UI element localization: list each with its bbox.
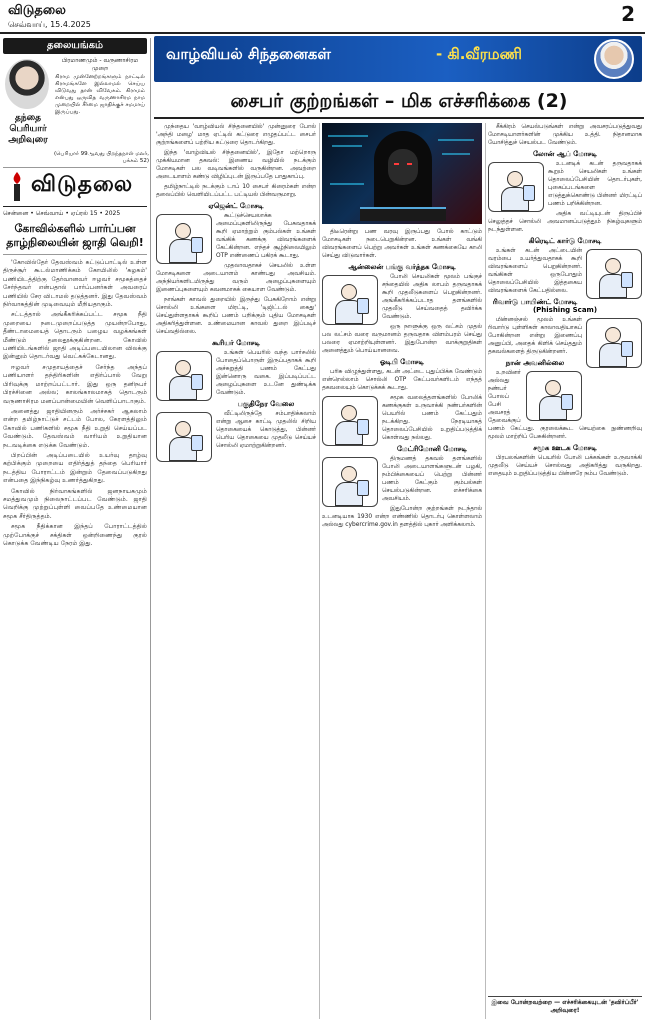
article-paragraph: ஒரு நாளுக்கு ஒரு லட்சம் முதல் பல லட்சம் வரை வருமானம் தருவதாக விளம்பரம் செய்து பலரை ஏமாற்றியுள்ளனர். இதுபோன்ற வாக்குறுதிகள் அனைத்தும் பொய்யானவை. — [322, 324, 482, 354]
article-column-3 — [488, 123, 642, 1019]
phone-icon — [357, 480, 369, 496]
editorial-paragraph: 'கோவில்தேர் தேவஸ்வம் கட்டுப்பாட்டில் உள்ள திருச்சூர் கூடல்மாணிக்கம் கோயிலில் 'கழகம்' பணியிடத்திற்கு தேர்வானவர் ஈழவர் சமூகத்தைச் சேர்ந்தவர் என்பதால் பார்ப்பனர்கள் அவரைப் பணியில் சேர விடாமல் தடுத்தனர். இது தேவஸ்வம் நிர்வாகத்தின் முடிவையும் மீறியதாகும். — [3, 259, 147, 309]
eye-glow — [407, 163, 412, 165]
quote-source: (பெரியார் 99ஆவது பிறந்தநாள் மலர், பக்கம் 52) — [53, 151, 149, 164]
column-divider — [319, 123, 320, 1019]
section-label: தலையங்கம் — [3, 38, 147, 54]
editorial-paragraph: ஈழவர் சமுதாயத்தைச் சேர்ந்த அந்தப் பணியாளர் தந்திரிகளின் எதிர்ப்பால் வேறு பிரிவுக்கு மாற்றப்பட்டார். இது ஒரு தனிநபர் பிரச்சினை அல்ல; காலங்காலமாகத் தொடரும் வருணாசிரம மனப்பான்மையின் வெளிப்பாடாகும். — [3, 363, 147, 405]
cartoon-head — [175, 223, 191, 239]
article-paragraph: கூட்டுச்செயலாக்க அமைப்புகளிலிருந்து பேசுவதாகக் கூறி ஏமாற்றும் கும்பல்கள் உங்கள் வங்கிக் கணக்கு விவரங்களைக் கேட்கின்றன. எந்தச் சூழ்நிலையிலும் OTP எண்ணைப் பகிரக் கூடாது. — [216, 213, 316, 259]
article-paragraph: நாங்கள் காவல் துறையில் இருந்து பேசுகிறோம் என்று சொல்லி உங்களை மிரட்டி, 'டிஜிட்டல் கைது' செய்துள்ளதாகக் கூறிப் பணம் பறிக்கும் புதிய மோசடிகள் அதிகரித்துள்ளன. உண்மையான காவல் துறை இப்படிச் செய்வதில்லை. — [156, 297, 316, 335]
masked-face — [388, 149, 418, 185]
cartoon-illustration — [156, 351, 212, 401]
phone-icon — [621, 341, 633, 357]
article-paragraph: முதலாவதாகச் செயலில் உள்ள மோசடிகளை அடையாளம் காண்பது அவசியம். அந்நியர்களிடமிருந்து வரும் அழைப்புகளையும் இணைப்புகளையும் கவனமாகக் கையாள வேண்டும். — [156, 263, 316, 293]
article-subheading: ஏஜென்ட் மோசடி — [208, 202, 264, 210]
cartoon-illustration — [156, 214, 212, 264]
article-column-2 — [322, 228, 482, 1019]
code-line — [330, 183, 364, 185]
cartoon-illustration — [488, 162, 544, 212]
cartoon-illustration — [322, 457, 378, 507]
cartoon-head — [605, 258, 621, 274]
editorial-title: கோவில்களில் பார்ப்பன தாழ்நிலையின் ஜாதி வெறி! — [3, 222, 147, 255]
article-paragraph: உடனடிக் கடன் தருவதாகக் கூறும் செயலிகள் உங்கள் தொலைப்பேசியின் தொடர்புகள், புகைப்படங்களை எடுத்துக்கொண்டு பின்னர் மிரட்டிப் பணம் பறிக்கின்றன. — [548, 161, 642, 207]
article-paragraph: இதுபோன்ற குற்றங்கள் நடந்தால் உடனடியாக 1930 என்ற எண்ணில் தொடர்பு கொள்ளலாம் அல்லது cybercrime.gov.in தளத்தில் புகார் அளிக்கலாம். — [322, 506, 482, 528]
quote-heading: பிரமாணமும் - வருணாசிரம முறை — [61, 57, 139, 72]
phone-icon — [357, 298, 369, 314]
article-subheading: ஆன்லைன் பங்கு வர்த்தக மோசடி — [348, 263, 456, 271]
editorial-paragraph: பிறப்பின் அடிப்படையில் உயர்வு தாழ்வு கற்பிக்கும் முறையை எதிர்த்துத் தந்தை பெரியார் நடத்திய போராட்டம் இன்றும் தேவைப்படுகிறது என்பதை இந்நிகழ்வு உணர்த்துகிறது. — [3, 451, 147, 485]
article-subheading: மேட்ரிமோனி மோசடி — [397, 445, 467, 453]
article-subheading: பகுதிநேர வேலை — [237, 400, 295, 408]
phone-icon — [621, 272, 633, 288]
editorial-paragraph: சமூக நீதிக்கான இந்தப் போராட்டத்தில் முற்போக்குச் சக்திகள் ஒன்றிணைந்து குரல் கொடுக்க வேண்டிய நேரம் இது. — [3, 523, 147, 547]
newspaper-logo — [3, 167, 147, 207]
article-paragraph: உங்கள் பெயரில் வந்த பார்சலில் போதைப்பொருள் இருப்பதாகக் கூறி அச்சுறுத்தி பணம் கேட்பது இன்னொரு வகை. இப்படிப்பட்ட அழைப்புகளை உடனே துண்டிக்க வேண்டும். — [216, 350, 316, 396]
logo-text: விடுதலை — [31, 172, 134, 197]
code-line — [442, 153, 470, 155]
periyar-portrait — [5, 59, 49, 109]
cartoon-illustration — [586, 318, 642, 368]
closing-callout: இவை போன்றவற்றை — எச்சரிக்கையுடன் 'தவிர்ப்பீர்' அறிவுரை! — [488, 996, 642, 1018]
editorial-paragraph: கோவில் நிர்வாகங்களில் ஜனநாயகமும் சமத்துவமும் நிலைநாட்டப்பட வேண்டும். ஜாதி வெறிக்கு முற்றுப்புள்ளி வைப்பதே உண்மையான சமூக சீர்திருத்தம். — [3, 487, 147, 520]
page-number: 2 — [621, 2, 635, 26]
article-headline — [154, 85, 644, 119]
banner-title: வாழ்வியல் சிந்தனைகள் — [166, 45, 331, 63]
cartoon-head — [341, 405, 357, 421]
editorial-column — [3, 38, 151, 1020]
article-paragraph: தமிழ்நாட்டில் நடக்கும் டாப் 10 சைபர் கிரைம்கள் என்ற தலைப்பில் வெளியிடப்பட்ட பட்டியல் பின்வருமாறு. — [156, 184, 316, 198]
author-photo — [594, 39, 634, 79]
article-subheading: லோன் ஆப் மோசடி — [533, 150, 597, 158]
article-subheading: கூரியர் மோசடி — [212, 339, 260, 347]
article-paragraph: முந்தைய 'வாழ்வியல் சிந்தனையில்' முன்னுரை போல் 'அந்தி மழை' மாத ஏட்டில் கட்டுரை எழுதப்பட்ட சைபர் குற்றங்களைப் பற்றிய கட்டுரை தொடர்கிறது. — [156, 124, 316, 146]
cartoon-head — [341, 466, 357, 482]
cartoon-illustration — [156, 412, 212, 462]
article-subheading: நான் அவனில்லை — [505, 359, 565, 367]
laptop-icon — [360, 207, 446, 221]
paper-date: செவ்வாய், 15.4.2025 — [8, 20, 91, 29]
article-paragraph: பிரபலங்களின் பெயரில் போலி பக்கங்கள் உருவாக்கி முதலீடு செய்யச் சொல்வது அதிகரித்து வருகிறது. எதையும் உறுதிப்படுத்திய பின்னரே நம்ப வேண்டும். — [488, 455, 642, 477]
article-paragraph: சமூக வலைத்தளங்களில் போலிக் கணக்குகள் உருவாக்கி நண்பர்களின் பெயரில் பணம் கேட்பதும் நடக்கிறது. நேரடியாகத் தொலைப்பேசியில் உறுதிப்படுத்திக் கொள்வது நல்லது. — [382, 395, 482, 441]
headline-text: சைபர் குற்றங்கள் – மிக எச்சரிக்கை (2) — [230, 90, 568, 112]
article-paragraph: உறவினர் அல்லது நண்பர் போலப் பேசி அவசரத் தேவைக்குப் பணம் கேட்பது. குரலைக்கூட செயற்கை நுண்ணறிவு மூலம் மாற்றிப் பேசுகின்றனர். — [488, 370, 642, 440]
article-column-1 — [156, 123, 316, 1019]
article-paragraph: அதிக வட்டியுடன் திருப்பிச் செலுத்தச் சொல்லி அவமானப்படுத்தும் நிகழ்வுகளும் நடந்துள்ளன. — [488, 211, 642, 233]
article-paragraph: உங்கள் கடன் அட்டையின் வரம்பை உயர்த்துவதாகக் கூறி விவரங்களைப் பெறுகின்றனர். வங்கிகள் ஒருபோதும் தொலைப்பேசியில் இத்தகைய விவரங்களைக் கேட்பதில்லை. — [488, 248, 582, 294]
column-banner — [154, 36, 642, 82]
article-subheading: கிரெடிட் கார்டு மோசடி — [528, 237, 602, 245]
editorial-paragraph: அனைத்து ஜாதியினரும் அர்ச்சகர் ஆகலாம் என்ற தமிழ்நாட்டுச் சட்டம் போல, கேரளத்திலும் கோவில் பணிகளில் சமூக நீதி உறுதி செய்யப்பட வேண்டும். தேவஸ்வம் வாரியம் உறுதியான நடவடிக்கை எடுக்க வேண்டும். — [3, 407, 147, 449]
cartoon-head — [175, 360, 191, 376]
hacker-illustration — [322, 123, 482, 224]
phone-icon — [191, 237, 203, 253]
cartoon-head — [545, 380, 561, 396]
torch-icon — [7, 171, 27, 203]
paper-name: விடுதலை — [8, 3, 66, 18]
article-paragraph: போலி செயலிகள் மூலம் பங்குச் சந்தையில் அதிக லாபம் தருவதாகக் கூறி முதலீடுகளைப் பெறுகின்றனர். அங்கீகரிக்கப்படாத தளங்களில் முதலீடு செய்வதைத் தவிர்க்க வேண்டும். — [382, 274, 482, 320]
phone-icon — [191, 374, 203, 390]
code-line — [328, 135, 368, 137]
quote-text: கிராம முன்னேற்றங்களும் நாட்டில் கிராமங்களே இல்லாமல் செய்ய விடுவது தான் விவேகம். கிராமம் என்பது ஒருவித வருணாசிரம நாம முறையில் சீர்மை ஜாதிக்குச் சமமாய் இருப்பது. — [55, 74, 145, 115]
article-subheading: ஓடிபி மோசடி — [380, 358, 424, 366]
editorial-dateline: சென்னை • செவ்வாய் • ஏப்ரல் 15 • 2025 — [3, 210, 121, 217]
article-paragraph: வீட்டிலிருந்தே சம்பாதிக்கலாம் என்று ஆசை காட்டி முதலில் சிறிய தொகையைக் கொடுத்து, பின்னர் பெரிய தொகையை முதலீடு செய்யச் சொல்லி ஏமாற்றுகின்றனர். — [216, 411, 316, 449]
cartoon-head — [507, 171, 523, 187]
banner-author: - கி.வீரமணி — [436, 45, 522, 63]
cartoon-illustration — [322, 396, 378, 446]
article-paragraph: பரிசு விழுந்துள்ளது, கடன் அட்டை புதுப்பிக்க வேண்டும் என்றெல்லாம் சொல்லி OTP கேட்பவர்களிடம் எந்தத் தகவலையும் கொடுக்கக் கூடாது. — [322, 369, 482, 391]
cartoon-illustration — [526, 371, 582, 421]
eye-glow — [394, 163, 399, 165]
quote-author: தந்தை பெரியார் அறிவுரை — [8, 113, 48, 145]
cartoon-head — [605, 327, 621, 343]
cartoon-illustration — [586, 249, 642, 299]
masthead — [0, 0, 645, 34]
phone-icon — [357, 419, 369, 435]
article-paragraph: மின்னஞ்சல் மூலம் உங்கள் ரிவார்டு புள்ளிகள் காலாவதியாகப் போகின்றன என்று இணைப்பு அனுப்பி, அதைக் கிளிக் செய்ததும் தகவல்களைத் திருடுகின்றனர். — [488, 317, 582, 355]
cartoon-illustration — [322, 275, 378, 325]
article-paragraph: திடீரென்று பண வரவு இருப்பது போல் காட்டும் மோசடிகள் நடைபெறுகின்றன. உங்கள் வங்கி விவரங்களைப் பெற்று அவர்கள் உங்கள் கணக்கையே காலி செய்து விடுவார்கள். — [322, 229, 482, 259]
article-paragraph: திருமணத் தகவல் தளங்களில் போலி அடையாளங்களுடன் பழகி, நம்பிக்கையைப் பெற்று பின்னர் பணம் கேட்கும் கும்பல்கள் செயல்படுகின்றன. எச்சரிக்கை அவசியம். — [382, 456, 482, 502]
article-subheading: சமூக ஊடக மோசடி — [533, 444, 597, 452]
article-paragraph: இந்த 'வாழ்வியல் சிந்தனையில்', இதோ மற்றொரு முக்கியமான தகவல்: இணைய வழியில் நடக்கும் மோசடிகள் பல வடிவங்களில் வருகின்றன. அவற்றை அடையாளம் கண்டு விழிப்புடன் இருப்பதே பாதுகாப்பு. — [156, 150, 316, 180]
phone-icon — [561, 394, 573, 410]
phone-icon — [523, 185, 535, 201]
column-divider — [485, 123, 486, 1019]
article-subheading: ரிவார்டு பாயிண்ட் மோசடி (Phishing Scam) — [492, 298, 598, 314]
editorial-paragraph: சட்டத்தால் அங்கீகரிக்கப்பட்ட சமூக நீதி முறையை நடைமுறைப்படுத்த முயன்றபோது, தீண்டாமையைத் தொடரும் பழைய வழக்கங்கள் மீண்டும் தலைதூக்குகின்றன. கோவில் பணியிடங்களில் ஜாதி அடிப்படையிலான விலக்கு இன்னும் தொடர்வது வெட்கக்கேடானது. — [3, 311, 147, 361]
code-line — [332, 145, 362, 147]
periyar-quote-box — [3, 57, 147, 165]
cartoon-head — [175, 421, 191, 437]
phone-icon — [191, 435, 203, 451]
code-line — [438, 139, 474, 141]
article-paragraph: சீக்கிரம் செயல்படுங்கள் என்று அவசரப்படுத்துவது மோசடியாளர்களின் முக்கிய உத்தி. நிதானமாக யோசித்துச் செயல்பட வேண்டும். — [488, 124, 642, 146]
cartoon-head — [341, 284, 357, 300]
editorial-body — [3, 259, 147, 548]
